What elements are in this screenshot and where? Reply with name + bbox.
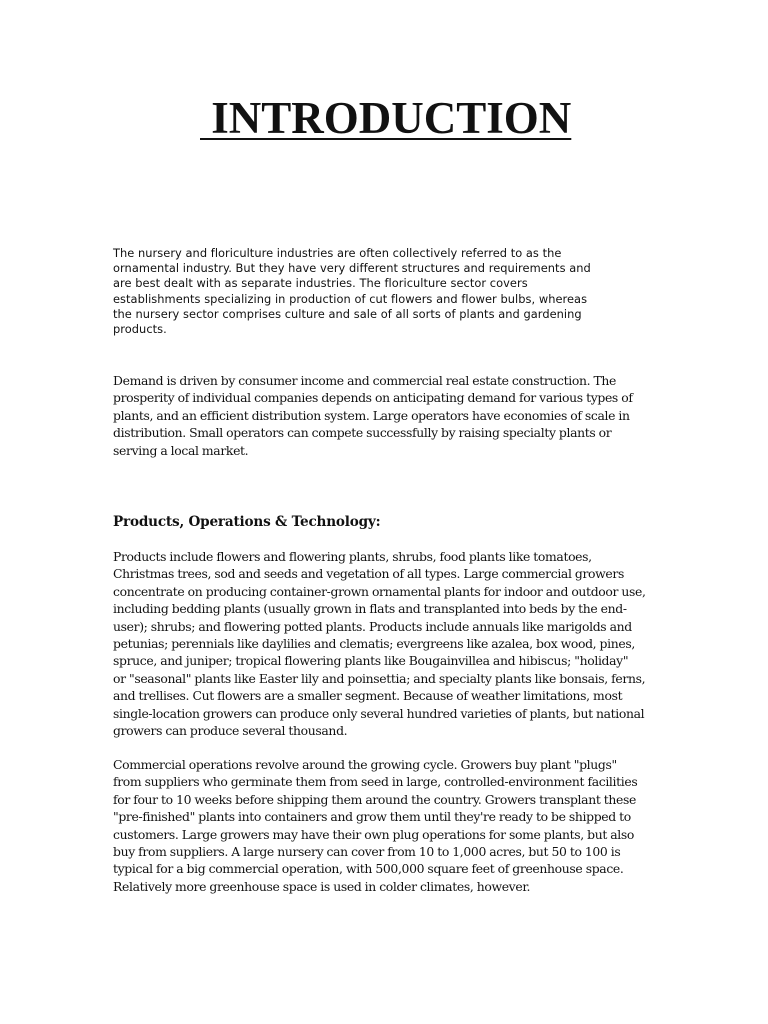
text-line: Christmas trees, sod and seeds and vegetation of all types. Large commercial growers: [113, 566, 624, 582]
products-paragraph: [113, 548, 653, 739]
text-line: Demand is driven by consumer income and commercial real estate construction. The: [113, 373, 617, 388]
section-heading: Products, Operations & Technology:: [113, 514, 381, 530]
text-line: distribution. Small operators can compete successfully by raising specialty plants or: [113, 425, 612, 441]
demand-paragraph: [113, 372, 653, 459]
text-line: single-location growers can produce only several hundred varieties of plants, but national: [113, 705, 645, 721]
text-line: establishments specializing in production of cut flowers and flower bulbs, whereas: [113, 291, 588, 306]
text-line: Commercial operations revolve around the growing cycle. Growers buy plant "plugs": [113, 757, 617, 772]
text-line: products.: [113, 322, 167, 337]
text-line: The nursery and floriculture industries are often collectively referred to as the: [113, 246, 562, 260]
intro-paragraph: [113, 246, 653, 337]
text-line: growers can produce several thousand.: [113, 723, 348, 739]
text-line: prosperity of individual companies depends on anticipating demand for various types of: [113, 390, 633, 406]
operations-paragraph: [113, 756, 653, 895]
text-line: from suppliers who germinate them from seed in large, controlled-environment facilities: [113, 774, 638, 790]
text-line: the nursery sector comprises culture and sale of all sorts of plants and gardening: [113, 306, 582, 321]
text-line: ornamental industry. But they have very different structures and requirements and: [113, 261, 591, 276]
text-line: plants, and an efficient distribution system. Large operators have economies of scale in: [113, 407, 630, 423]
page-title: INTRODUCTION: [200, 93, 572, 143]
text-line: customers. Large growers may have their own plug operations for some plants, but also: [113, 826, 635, 842]
text-line: and trellises. Cut flowers are a smaller segment. Because of weather limitations, most: [113, 688, 623, 704]
text-line: or "seasonal" plants like Easter lily and poinsettia; and specialty plants like bonsais, ferns,: [113, 670, 646, 686]
text-line: concentrate on producing container-grown ornamental plants for indoor and outdoor use,: [113, 583, 646, 599]
text-line: buy from suppliers. A large nursery can cover from 10 to 1,000 acres, but 50 to 100 is: [113, 844, 621, 860]
text-line: Products include flowers and flowering plants, shrubs, food plants like tomatoes,: [113, 549, 592, 564]
text-line: including bedding plants (usually grown in flats and transplanted into beds by the end-: [113, 601, 627, 617]
text-line: spruce, and juniper; tropical flowering plants like Bougainvillea and hibiscus; "holiday": [113, 653, 629, 669]
text-line: "pre-finished" plants into containers and grow them until they're ready to be shipped to: [113, 809, 631, 825]
text-line: for four to 10 weeks before shipping them around the country. Growers transplant these: [113, 791, 636, 807]
text-line: serving a local market.: [113, 442, 249, 458]
text-line: user); shrubs; and flowering potted plants. Products include annuals like marigolds and: [113, 618, 632, 634]
text-line: petunias; perennials like daylilies and clematis; evergreens like azalea, box wood, pines,: [113, 636, 635, 652]
text-line: Relatively more greenhouse space is used in colder climates, however.: [113, 878, 531, 894]
text-line: typical for a big commercial operation, with 500,000 square feet of greenhouse space.: [113, 861, 624, 877]
text-line: are best dealt with as separate industries. The floriculture sector covers: [113, 276, 528, 291]
